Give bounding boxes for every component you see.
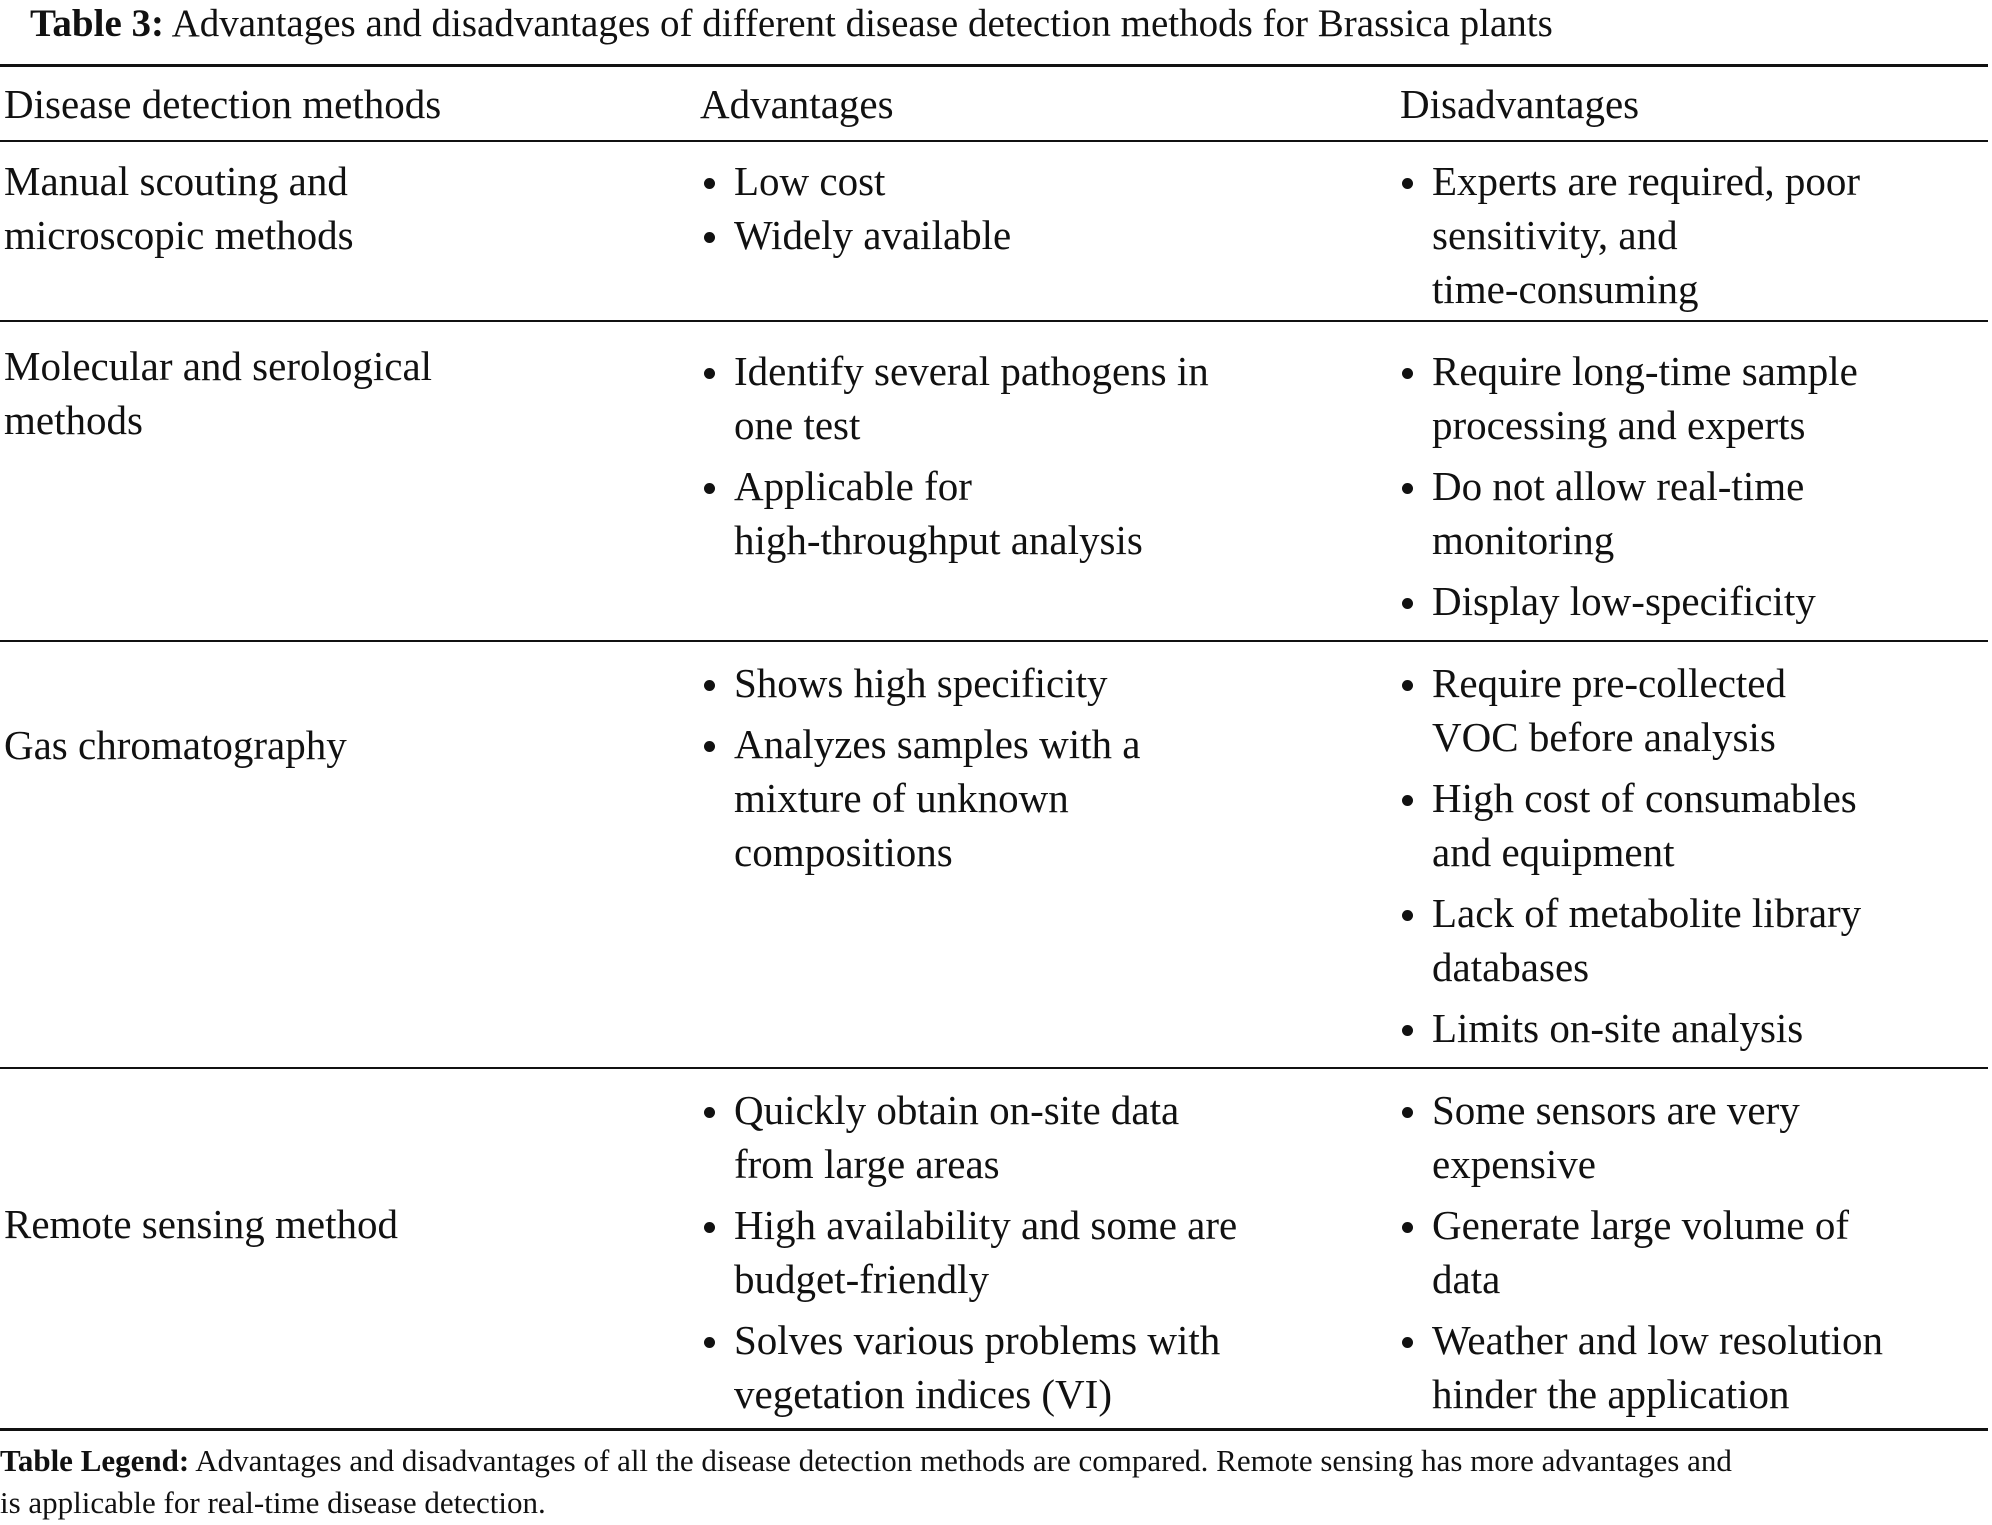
caption-label: Table 3:	[30, 2, 165, 45]
row-4-advantages	[700, 1083, 1237, 1428]
table-caption	[30, 0, 1553, 48]
legend-text-line: is applicable for real-time disease detection.	[0, 1485, 546, 1520]
list-item: Shows high specificity	[700, 656, 1140, 710]
list-item: Do not allow real-time monitoring	[1398, 459, 1858, 567]
list-item: Limits on-site analysis	[1398, 1001, 1861, 1055]
row-1-disadvantages	[1398, 154, 1860, 323]
row-rule	[0, 320, 1988, 322]
list-item: Generate large volume of data	[1398, 1198, 1883, 1306]
list-item: Quickly obtain on-site data from large areas	[700, 1083, 1237, 1191]
top-rule	[0, 64, 1988, 67]
row-3-method: Gas chromatography	[4, 722, 347, 768]
list-item: Widely available	[700, 208, 1011, 262]
row-2-disadvantages	[1398, 344, 1858, 635]
list-item: Require long-time sample processing and experts	[1398, 344, 1858, 452]
row-rule	[0, 1067, 1988, 1069]
list-item: Analyzes samples with a mixture of unknown compositions	[700, 717, 1140, 879]
list-item: Display low-specificity	[1398, 574, 1858, 628]
row-4-method: Remote sensing method	[4, 1201, 399, 1247]
list-item: Identify several pathogens in one test	[700, 344, 1209, 452]
list-item: Lack of metabolite library databases	[1398, 886, 1861, 994]
row-1-advantages	[700, 154, 1011, 269]
header-advantages: Advantages	[700, 81, 894, 127]
legend-label: Table Legend:	[0, 1443, 190, 1478]
row-1-method: Manual scouting and microscopic methods	[4, 158, 354, 258]
header-rule	[0, 140, 1988, 142]
table-legend	[0, 1440, 1988, 1524]
list-item: Experts are required, poor sensitivity, and time-consuming	[1398, 154, 1860, 316]
list-item: Solves various problems with vegetation indices (VI)	[700, 1313, 1237, 1421]
list-item: High cost of consumables and equipment	[1398, 771, 1861, 879]
row-3-disadvantages	[1398, 656, 1861, 1062]
row-3-advantages	[700, 656, 1140, 886]
list-item: Some sensors are very expensive	[1398, 1083, 1883, 1191]
bottom-rule	[0, 1428, 1988, 1431]
row-2-method: Molecular and serological methods	[4, 343, 433, 443]
legend-text-line: Advantages and disadvantages of all the disease detection methods are compared. Remote sensing has more advantages and	[195, 1443, 1732, 1478]
header-disadvantages: Disadvantages	[1400, 81, 1640, 127]
row-rule	[0, 640, 1988, 642]
list-item: Applicable for high-throughput analysis	[700, 459, 1209, 567]
row-4-disadvantages	[1398, 1083, 1883, 1428]
list-item: Low cost	[700, 154, 1011, 208]
caption-text: Advantages and disadvantages of different disease detection methods for Brassica plants	[171, 2, 1553, 45]
header-methods: Disease detection methods	[4, 81, 442, 127]
list-item: Require pre-collected VOC before analysis	[1398, 656, 1861, 764]
list-item: Weather and low resolution hinder the application	[1398, 1313, 1883, 1421]
row-2-advantages	[700, 344, 1209, 574]
list-item: High availability and some are budget-friendly	[700, 1198, 1237, 1306]
